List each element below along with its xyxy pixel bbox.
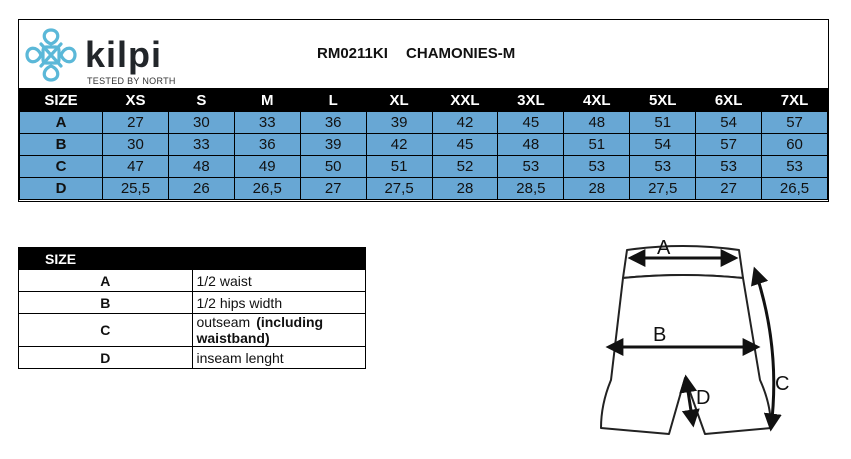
size-table [19, 89, 828, 200]
table-cell: 26,5 [762, 178, 828, 200]
table-cell: 52 [432, 156, 498, 178]
measure-label-b: B [653, 324, 667, 346]
chart-header [19, 20, 828, 89]
table-cell: 54 [630, 134, 696, 156]
shorts-outline [601, 246, 771, 434]
table-cell: 51 [630, 112, 696, 134]
table-cell: 45 [498, 112, 564, 134]
table-cell: 53 [498, 156, 564, 178]
product-code: RM0211KI [317, 45, 388, 62]
legend-key: A [19, 270, 193, 292]
size-header-label: SIZE [20, 90, 103, 112]
table-cell: 36 [300, 112, 366, 134]
legend-desc-text: 1/2 hips width [196, 294, 283, 311]
legend-desc-text: outseam [196, 314, 251, 330]
table-cell: 42 [432, 112, 498, 134]
table-cell: 30 [168, 112, 234, 134]
row-label: B [20, 134, 103, 156]
table-cell: 30 [103, 134, 169, 156]
measure-label-a: A [657, 237, 671, 259]
table-cell: 27,5 [630, 178, 696, 200]
table-cell: 47 [103, 156, 169, 178]
size-col-header: 4XL [564, 90, 630, 112]
legend-key: B [19, 292, 193, 314]
table-cell: 49 [234, 156, 300, 178]
legend-row [19, 347, 366, 369]
table-cell: 26,5 [234, 178, 300, 200]
size-col-header: 6XL [696, 90, 762, 112]
legend-desc-text: inseam lenght [196, 349, 284, 366]
legend-row [19, 270, 366, 292]
brand-logo [21, 24, 181, 86]
table-cell: 51 [564, 134, 630, 156]
size-col-header: XXL [432, 90, 498, 112]
size-col-header: S [168, 90, 234, 112]
table-cell: 57 [696, 134, 762, 156]
legend-table [18, 247, 366, 369]
table-cell: 42 [366, 134, 432, 156]
size-chart [18, 19, 829, 202]
size-col-header: L [300, 90, 366, 112]
legend-key: C [19, 314, 193, 347]
table-cell: 26 [168, 178, 234, 200]
table-cell: 33 [234, 112, 300, 134]
measure-label-c: C [775, 373, 790, 395]
table-cell: 27 [696, 178, 762, 200]
legend-key: D [19, 347, 193, 369]
shorts-diagram [595, 228, 815, 450]
row-label: D [20, 178, 103, 200]
table-cell: 50 [300, 156, 366, 178]
table-cell: 51 [366, 156, 432, 178]
size-col-header: XL [366, 90, 432, 112]
legend-desc-text: 1/2 waist [196, 272, 252, 289]
table-cell: 53 [762, 156, 828, 178]
size-col-header: M [234, 90, 300, 112]
table-cell: 60 [762, 134, 828, 156]
measure-label-d: D [696, 387, 711, 409]
size-header-row [20, 90, 828, 112]
table-cell: 45 [432, 134, 498, 156]
table-cell: 36 [234, 134, 300, 156]
legend-row [19, 292, 366, 314]
table-cell: 28 [564, 178, 630, 200]
row-label: A [20, 112, 103, 134]
table-cell: 25,5 [103, 178, 169, 200]
table-cell: 48 [498, 134, 564, 156]
legend-note: (including waistband) [196, 314, 324, 346]
legend-desc [192, 347, 366, 369]
legend-desc [192, 292, 366, 314]
size-col-header: 7XL [762, 90, 828, 112]
legend-header-label: SIZE [19, 248, 366, 270]
product-name: CHAMONIES-M [406, 45, 516, 62]
legend-row [19, 314, 366, 347]
size-col-header: XS [103, 90, 169, 112]
size-col-header: 5XL [630, 90, 696, 112]
knot-logo-icon [21, 24, 81, 86]
table-cell: 48 [168, 156, 234, 178]
table-cell: 54 [696, 112, 762, 134]
table-cell: 27 [300, 178, 366, 200]
table-row [20, 156, 828, 178]
row-label: C [20, 156, 103, 178]
table-cell: 28 [432, 178, 498, 200]
brand-name: kilpi [85, 34, 163, 75]
brand-tagline: TESTED BY NORTH [87, 76, 176, 86]
table-row [20, 134, 828, 156]
table-cell: 28,5 [498, 178, 564, 200]
table-cell: 39 [366, 112, 432, 134]
table-cell: 53 [630, 156, 696, 178]
table-row [20, 112, 828, 134]
table-cell: 53 [696, 156, 762, 178]
table-row [20, 178, 828, 200]
table-cell: 27,5 [366, 178, 432, 200]
size-col-header: 3XL [498, 90, 564, 112]
table-cell: 57 [762, 112, 828, 134]
table-cell: 27 [103, 112, 169, 134]
legend-header-row [19, 248, 366, 270]
table-cell: 53 [564, 156, 630, 178]
product-title [317, 45, 515, 62]
table-cell: 39 [300, 134, 366, 156]
table-cell: 33 [168, 134, 234, 156]
legend-desc [192, 270, 366, 292]
table-cell: 48 [564, 112, 630, 134]
legend-desc [192, 314, 366, 347]
